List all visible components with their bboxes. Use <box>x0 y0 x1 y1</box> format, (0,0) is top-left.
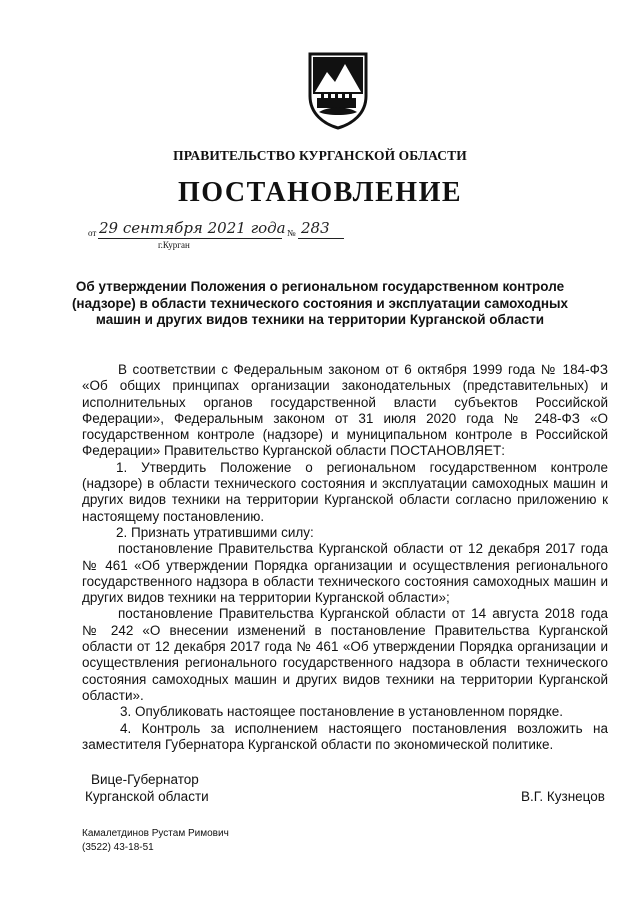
item-2b-paragraph: постановление Правительства Курганской области от 14 августа 2018 года № 242 «О внесении изменений в постановление Правительства Курганской области от 12 декабря 2017 года № 461 «Об утверждении Порядка организации и осуществления регионального государственного надзора в области технического состояния самоходных машин и других видов техники на территории Курганской области». <box>82 606 608 703</box>
handwritten-date: 29 сентября 2021 года <box>99 219 286 237</box>
signatory-position <box>85 771 209 805</box>
number-label: № <box>287 228 296 238</box>
item-2-paragraph: 2. Признать утратившими силу: <box>116 524 314 540</box>
document-title: Об утверждении Положения о региональном государственном контроле (надзоре) в области технического состояния и эксплуатации самоходных машин и других видов техники на территории Курганской области <box>71 279 569 327</box>
document-body <box>82 362 608 753</box>
item-2a-paragraph: постановление Правительства Курганской области от 12 декабря 2017 года № 461 «Об утверждении Порядка организации и осуществления регионального государственного надзора в области технического состояния самоходных машин и других видов техники на территории Курганской области»; <box>82 541 608 606</box>
preamble-paragraph: В соответствии с Федеральным законом от 6 октября 1999 года № 184-ФЗ «Об общих принципах организации законодательных (представительных) и исполнительных органов государственной власти субъектов Российской Федерации», Федеральным законом от 31 июля 2020 года № 248-ФЗ «О государственном контроле (надзоре) и муниципальном контроле в Российской Федерации» Правительство Курганской области ПОСТАНОВЛЯЕТ: <box>82 362 608 459</box>
item-4-paragraph: 4. Контроль за исполнением настоящего постановления возложить на заместителя Губернатора Курганской области по экономической политике. <box>82 720 608 752</box>
executor-name: Камалетдинов Рустам Римович <box>82 828 229 839</box>
coat-of-arms-icon <box>305 50 371 130</box>
date-underline <box>98 238 282 239</box>
document-type-title: ПОСТАНОВЛЕНИЕ <box>177 177 463 208</box>
item-3-paragraph: 3. Опубликовать настоящее постановление в установленном порядке. <box>120 704 564 720</box>
executor-phone: (3522) 43-18-51 <box>82 841 154 853</box>
signatory-name: В.Г. Кузнецов <box>521 789 605 804</box>
item-1-paragraph: 1. Утвердить Положение о региональном государственном контроле (надзоре) в области технического состояния и эксплуатации самоходных машин и других видов техники на территории Курганской области согласно приложению к настоящему постановлению. <box>82 459 608 524</box>
government-name: ПРАВИТЕЛЬСТВО КУРГАНСКОЙ ОБЛАСТИ <box>173 148 467 163</box>
executor-info <box>82 827 229 854</box>
handwritten-number: 283 <box>301 219 330 237</box>
number-underline <box>298 238 344 239</box>
city-label: г.Курган <box>158 240 190 250</box>
dateline <box>88 219 388 255</box>
from-label: от <box>88 228 97 238</box>
position-line-1: Вице-Губернатор <box>91 772 199 787</box>
position-line-2: Курганской области <box>85 789 209 804</box>
